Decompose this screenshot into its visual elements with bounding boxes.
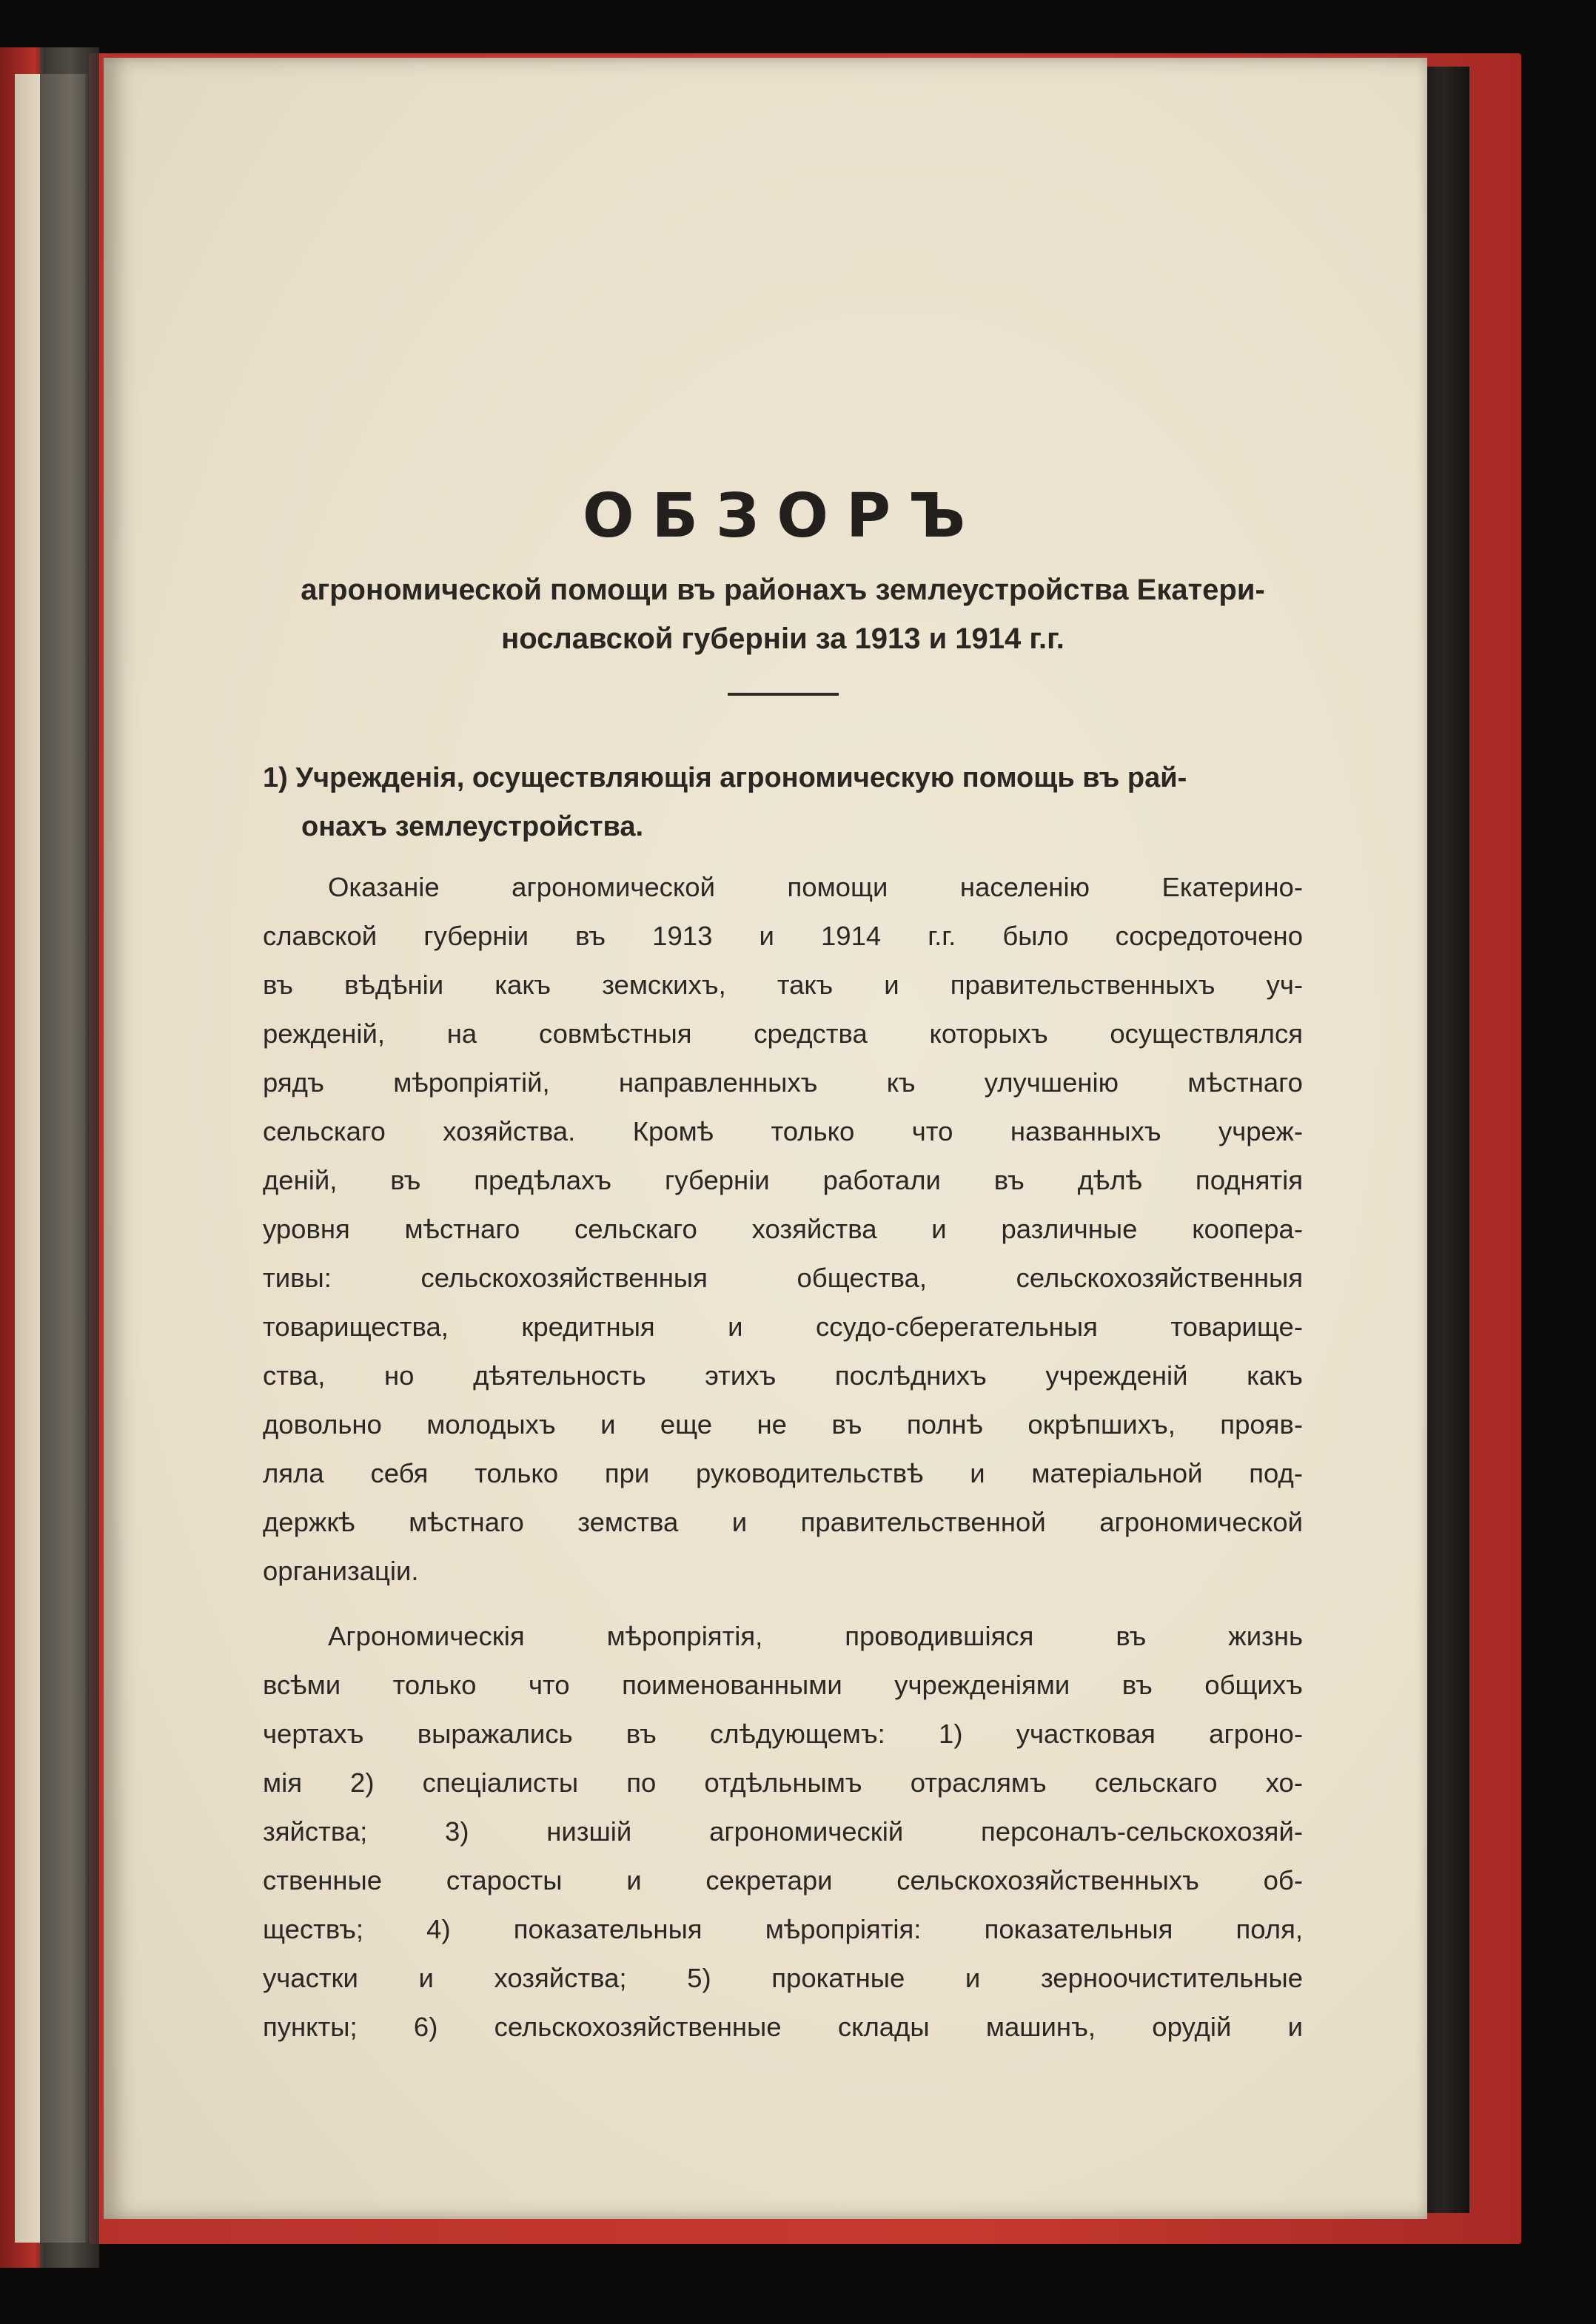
- section-heading-line: 1) Учрежденія, осуществляющія агрономическую помощь въ рай-: [263, 762, 1187, 793]
- paragraph-1: [263, 863, 1303, 1596]
- text-line: въ вѣдѣніи какъ земскихъ, такъ и правительственныхъ уч-: [263, 970, 1303, 1000]
- page-content: [263, 472, 1303, 2052]
- text-line: сельскаго хозяйства. Кромѣ только что названныхъ учреж-: [263, 1116, 1303, 1146]
- text-line: ства, но дѣятельность этихъ послѣднихъ учрежденій какъ: [263, 1360, 1303, 1391]
- text-line: держкѣ мѣстнаго земства и правительственной агрономической: [263, 1507, 1303, 1537]
- text-line: зяйства; 3) низшій агрономическій персоналъ-сельскохозяй-: [263, 1816, 1303, 1847]
- text-line: тивы: сельскохозяйственныя общества, сельскохозяйственныя: [263, 1263, 1303, 1293]
- text-line: рядъ мѣропріятій, направленныхъ къ улучшенію мѣстнаго: [263, 1067, 1303, 1098]
- text-line: довольно молодыхъ и еще не въ полнѣ окрѣпшихъ, прояв-: [263, 1409, 1303, 1440]
- text-line: уровня мѣстнаго сельскаго хозяйства и различные коопера-: [263, 1214, 1303, 1244]
- text-line: мія 2) спеціалисты по отдѣльнымъ отраслямъ сельскаго хо-: [263, 1767, 1303, 1798]
- text-line: Агрономическія мѣропріятія, проводившіяся въ жизнь: [328, 1621, 1303, 1651]
- text-line: деній, въ предѣлахъ губерніи работали въ дѣлѣ поднятія: [263, 1165, 1303, 1195]
- text-line: участки и хозяйства; 5) прокатные и зерноочистительные: [263, 1963, 1303, 1993]
- page-subtitle: [263, 565, 1303, 663]
- text-line: пункты; 6) сельскохозяйственные склады машинъ, орудій и: [263, 2012, 1303, 2042]
- subtitle-line: нославской губерніи за 1913 и 1914 г.г.: [501, 622, 1064, 655]
- page-title: ОБЗОРЪ: [582, 481, 984, 551]
- paragraph-2: [263, 1612, 1303, 2052]
- text-line: славской губерніи въ 1913 и 1914 г.г. было сосредоточено: [263, 921, 1303, 951]
- text-line: ществъ; 4) показательныя мѣропріятія: показательныя поля,: [263, 1914, 1303, 1944]
- text-line: чертахъ выражались въ слѣдующемъ: 1) участковая агроно-: [263, 1719, 1303, 1749]
- book-binding: [40, 47, 99, 2268]
- book-page: [104, 58, 1427, 2219]
- text-line: ляла себя только при руководительствѣ и матеріальной под-: [263, 1458, 1303, 1488]
- text-line: организаціи.: [263, 1556, 419, 1586]
- text-line: Оказаніе агрономической помощи населенію Екатерино-: [328, 872, 1303, 902]
- text-line: всѣми только что поименованными учрежденіями въ общихъ: [263, 1670, 1303, 1700]
- text-line: товарищества, кредитныя и ссудо-сберегательныя товарище-: [263, 1312, 1303, 1342]
- text-line: ственные старосты и секретари сельскохозяйственныхъ об-: [263, 1865, 1303, 1895]
- section-heading: [263, 753, 1303, 851]
- section-heading-line: онахъ землеустройства.: [301, 811, 644, 842]
- title-divider: [728, 693, 839, 696]
- subtitle-line: агрономической помощи въ районахъ землеустройства Екатери-: [301, 574, 1265, 606]
- text-line: режденій, на совмѣстныя средства которыхъ осуществлялся: [263, 1018, 1303, 1049]
